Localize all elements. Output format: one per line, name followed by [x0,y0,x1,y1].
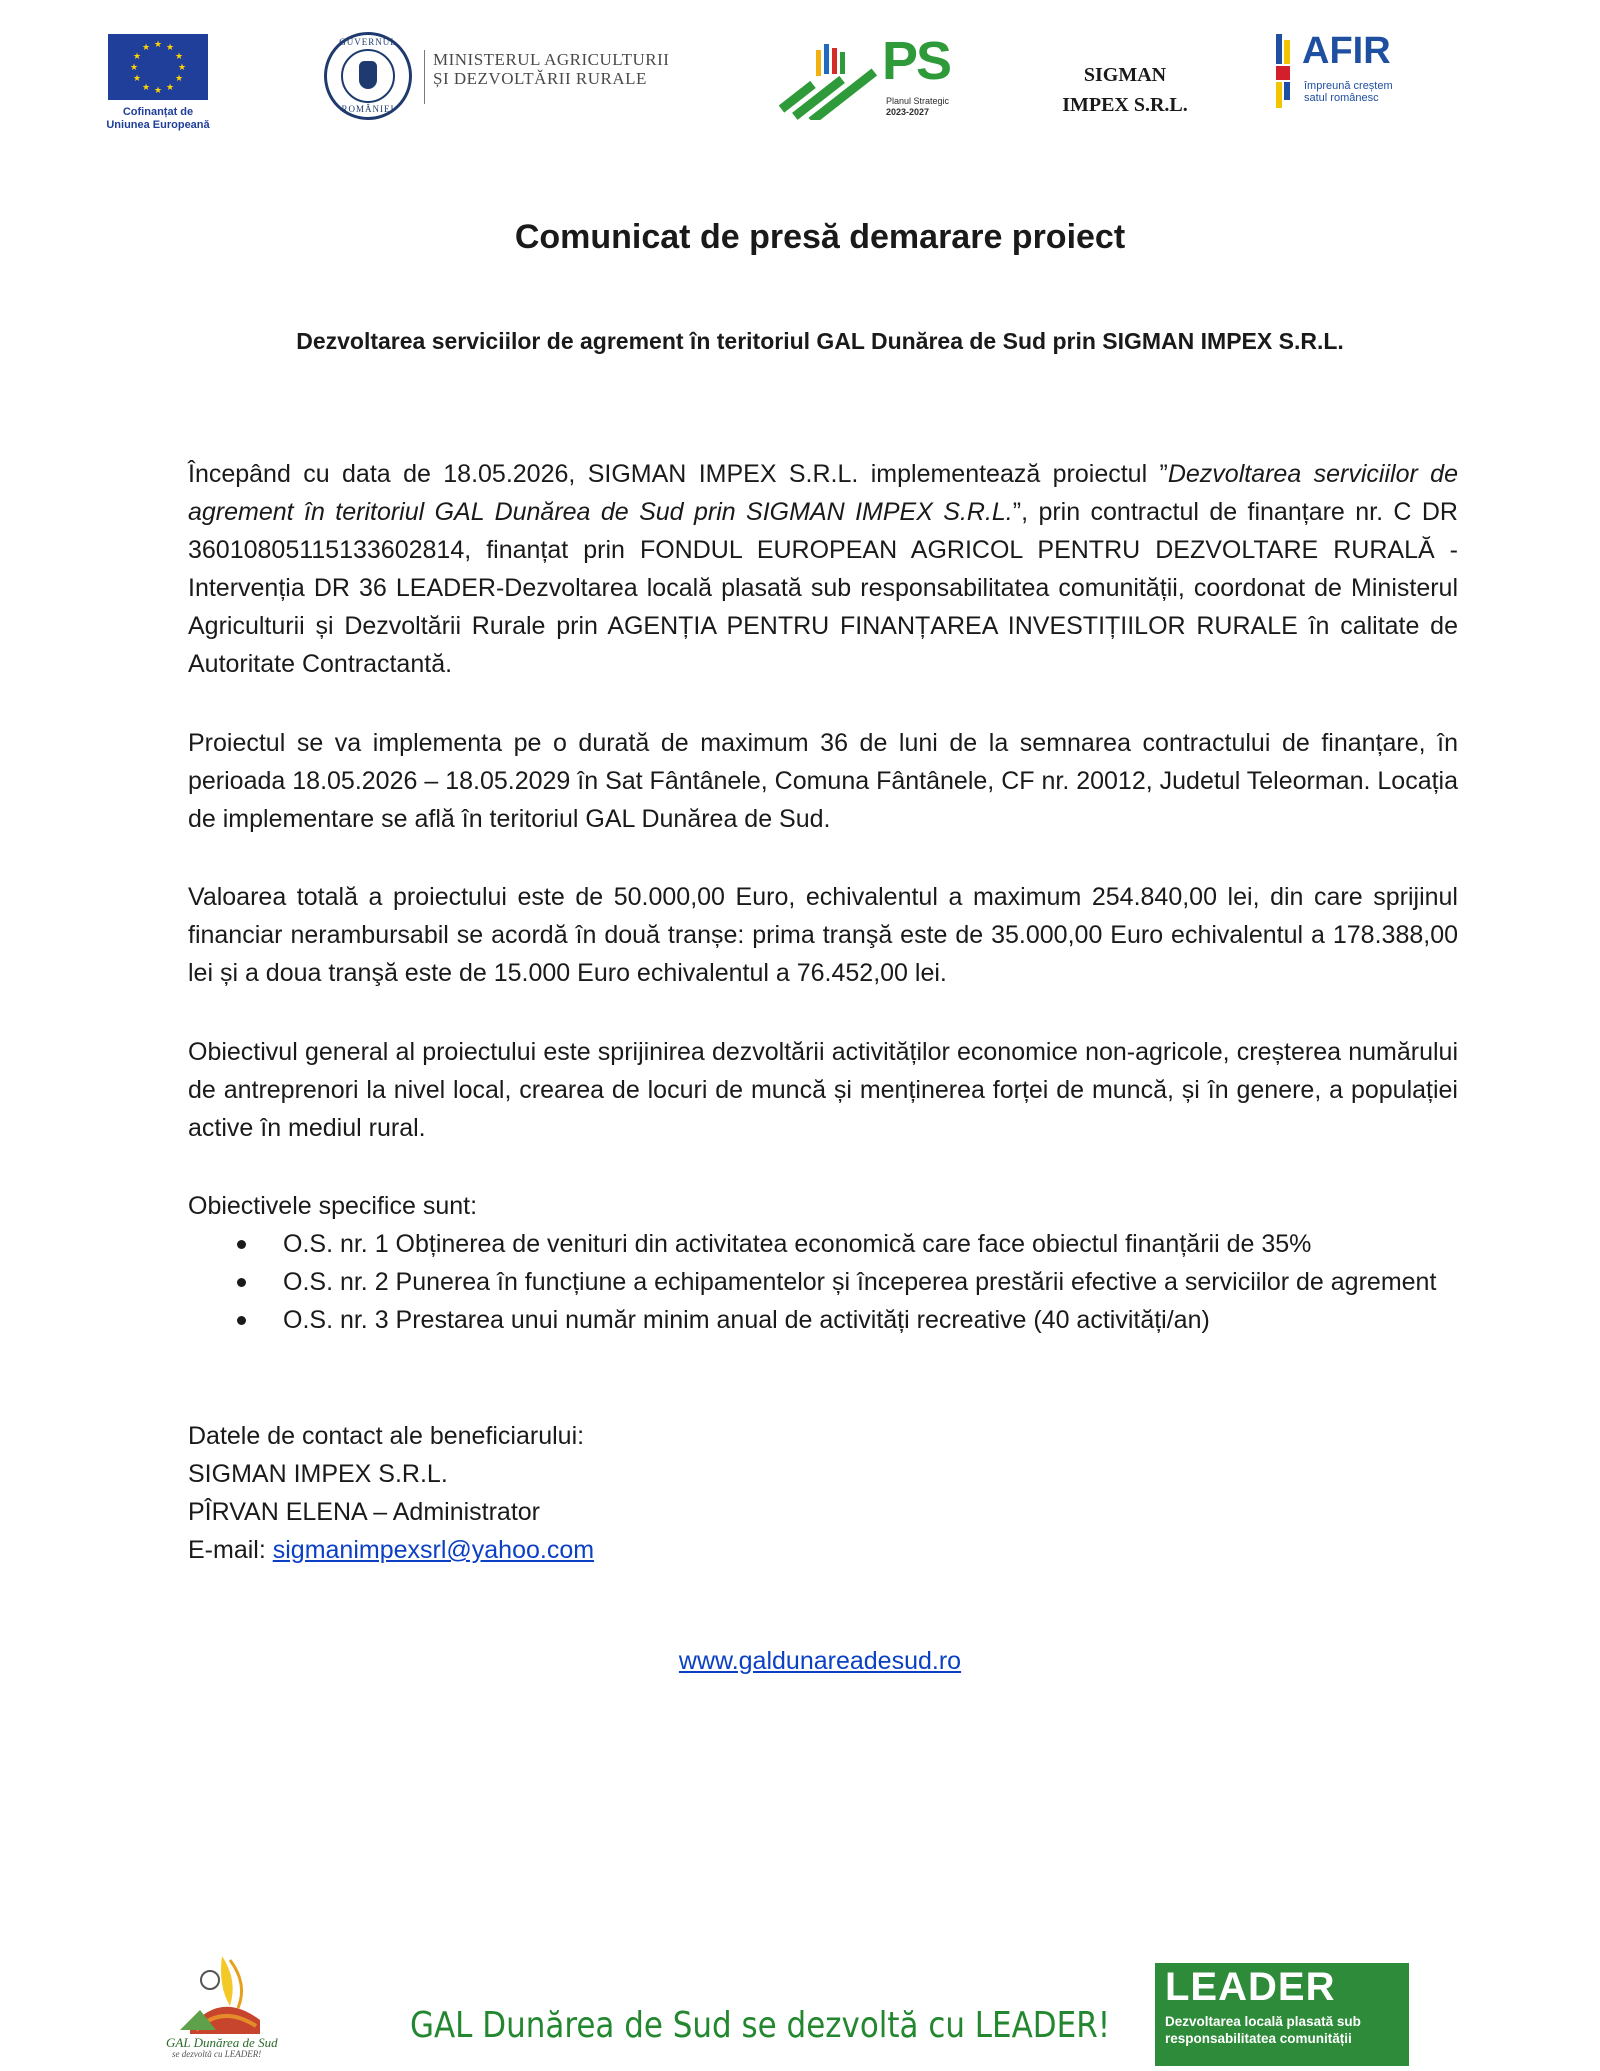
eu-flag-icon: ★ ★ ★ ★ ★ ★ ★ ★ ★ ★ ★ ★ [108,34,208,100]
project-name-italic: Dezvoltarea serviciilor de agrement în teritoriul GAL Dunărea de Sud prin SIGMAN IMPEX S.R.L. [188,460,1458,526]
gal-caption: GAL Dunărea de Sud [166,2035,278,2050]
contact-heading: Datele de contact ale beneficiarului: [188,1422,585,1450]
beneficiary-contact [188,1417,1088,1569]
company-line-2: IMPEX S.R.L. [1062,94,1188,116]
strategic-plan-logo [764,31,964,124]
document-subtitle: Dezvoltarea serviciilor de agrement în teritoriul GAL Dunărea de Sud prin SIGMAN IMPEX S.R.L. [296,328,1344,354]
leader-title: LEADER [1165,1965,1336,2009]
footer-slogan: GAL Dunărea de Sud se dezvoltă cu LEADER! [410,2005,1111,2046]
email-link[interactable]: sigmanimpexsrl@yahoo.com [272,1536,595,1564]
ministry-logo [324,32,724,128]
paragraph-intro [188,455,1458,683]
ministry-line-2: ȘI DEZVOLTĂRII RURALE [433,69,647,88]
ministry-line-1: MINISTERUL AGRICULTURII [433,50,670,69]
afir-logo [1272,30,1412,118]
company-name-logo [1050,60,1200,120]
seal-top-text: GUVERNUL [339,37,397,47]
document-title: Comunicat de presă demarare proiect [514,218,1126,256]
eu-cofinancing-logo [102,34,222,134]
seal-bottom-text: ROMÂNIEI [341,104,395,114]
paragraph-general-objective: Obiectivul general al proiectului este sprijinirea dezvoltării activităților economice non-agricole, creșterea numărului de antreprenori la nivel local, crearea de locuri de muncă și menținerea forței de muncă, și în genere, a populației active în mediul rural. [188,1038,1458,1142]
contact-company: SIGMAN IMPEX S.R.L. [188,1460,448,1488]
company-line-1: SIGMAN [1083,64,1167,86]
eu-caption: Cofinanțat de Uniunea Europeană [106,106,210,131]
specific-objectives-list [188,1225,1458,1339]
afir-tagline [1304,80,1393,104]
paragraph-value: Valoarea totală a proiectului este de 50.000,00 Euro, echivalentul a maximum 254.840,00 lei, din care sprijinul financiar nerambursabil se acordă în două tranșe: prima tranşă este de 35.000,00 Euro echivalentul a 178.388,00 lei și a doua tranşă este de 15.000 Euro echivalentul a 76.452,00 lei. [188,883,1458,987]
leader-subtitle: Dezvoltarea locală plasată sub responsabilitatea comunității [1165,2014,1361,2046]
afir-tagline-2: satul românesc [1304,92,1379,104]
email-label: E-mail: [188,1536,273,1564]
website-line [0,1647,1600,1676]
list-item: O.S. nr. 3 Prestarea unui număr minim anual de activități recreative (40 activități/an) [188,1301,1458,1339]
list-item: O.S. nr. 1 Obținerea de venituri din activitatea economică care face obiectul finanțării de 35% [188,1225,1458,1263]
strategic-plan-label: Planul Strategic [886,96,950,106]
list-item: O.S. nr. 2 Punerea în funcțiune a echipamentelor și începerea prestării efective a serviciilor de agrement [188,1263,1458,1301]
afir-emblem-icon [1272,34,1296,112]
government-seal-icon [324,32,412,120]
strategic-plan-stripes-icon [764,34,882,120]
paragraph-specific-objectives-heading: Obiectivele specifice sunt: [188,1192,478,1220]
leader-logo [1155,1963,1409,2066]
strategic-plan-ps: PS [882,31,951,91]
intro-text-b: ”, prin contractul de finanțare nr. C DR 36010805115133602814, finanțat prin FONDUL EUROPEAN AGRICOL PENTRU DEZVOLTARE RURALĂ - Intervenția DR 36 LEADER-Dezvoltarea locală plasată sub responsabilitatea comunității, coordonat de Ministerul Agriculturii și Dezvoltării Rurale prin AGENȚIA PENTRU FINANȚAREA INVESTIȚIILOR RURALE în calitate de Autoritate Contractantă. [188,498,1458,678]
paragraph-duration: Proiectul se va implementa pe o durată de maximum 36 de luni de la semnarea contractului de finanțare, în perioada 18.05.2026 – 18.05.2029 în Sat Fântânele, Comuna Fântânele, CF nr. 20012, Judetul Teleorman. Locația de implementare se află în teritoriul GAL Dunărea de Sud. [188,729,1458,833]
ministry-name [424,50,724,104]
gal-emblem-icon [160,1950,280,2036]
website-link[interactable]: www.galdunareadesud.ro [678,1647,962,1675]
gal-logo [160,1950,300,2060]
contact-email-line [188,1531,1088,1569]
intro-text-a: Începând cu data de 18.05.2026, SIGMAN IMPEX S.R.L. implementează proiectul ” [188,460,1168,488]
gal-caption-2: se dezvoltă cu LEADER! [172,2049,262,2059]
strategic-plan-years: 2023-2027 [886,107,930,117]
contact-person: PÎRVAN ELENA – Administrator [188,1498,541,1526]
afir-tagline-1: împreună creștem [1304,80,1393,92]
afir-name: AFIR [1302,30,1391,72]
